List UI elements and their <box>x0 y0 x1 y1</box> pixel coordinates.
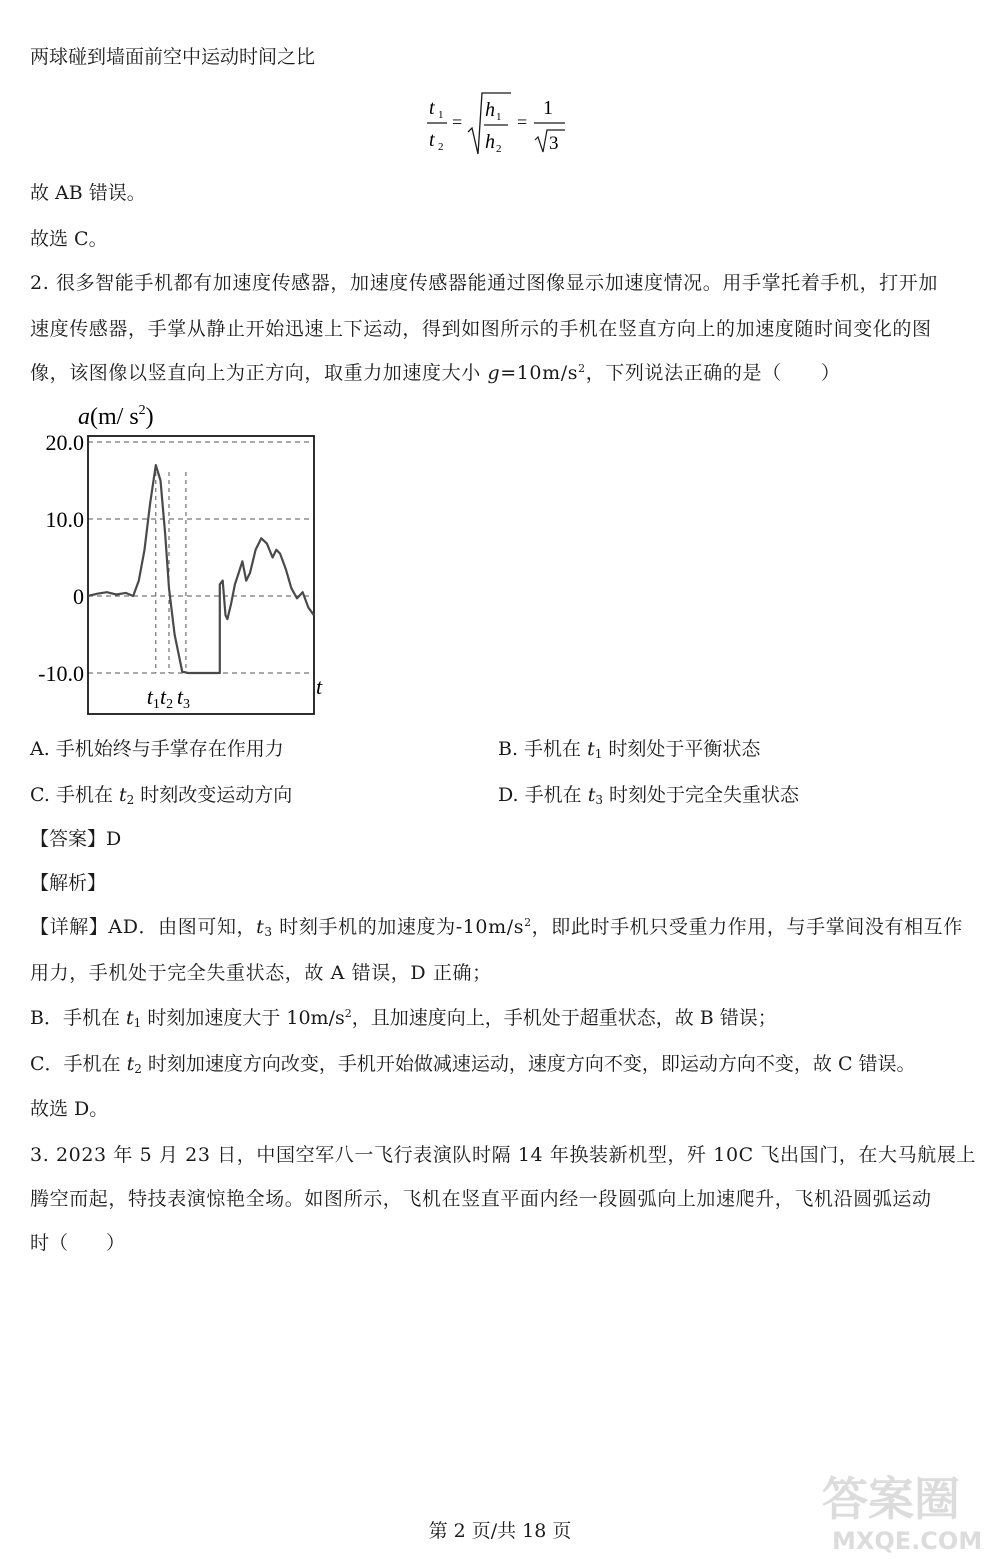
q3-stem-line2: 腾空而起，特技表演惊艳全场。如图所示，飞机在竖直平面内经一段圆弧向上加速爬升，飞机沿圆弧运动 <box>30 1188 932 1210</box>
acceleration-chart <box>20 398 340 716</box>
detail-line5: 故选 D。 <box>30 1098 109 1120</box>
q3-stem-line1: 3. 2023 年 5 月 23 日，中国空军八一飞行表演队时隔 14 年换装新机型，歼 10C 飞出国门，在大马航展上 <box>30 1144 977 1166</box>
option-a: A. 手机始终与手掌存在作用力 <box>30 738 284 760</box>
svg-text:MXQE.COM: MXQE.COM <box>832 1527 983 1555</box>
y-tick-label: -10.0 <box>38 661 84 686</box>
chart-grid <box>88 442 314 673</box>
formula-num: 1 <box>543 97 553 119</box>
option-d: D. 手机在 $t_3$ 时刻处于完全失重状态 <box>498 784 800 807</box>
time-marker-label: t2 <box>159 684 174 712</box>
prev-line-ab-wrong: 故 AB 错误。 <box>30 182 146 204</box>
q3-stem-line3: 时（ ） <box>30 1232 126 1254</box>
svg-text:1: 1 <box>496 111 502 123</box>
time-marker-label: t3 <box>176 684 191 712</box>
svg-text:1: 1 <box>438 109 444 121</box>
formula-h2: h <box>485 131 495 153</box>
formula-t1: t <box>429 97 435 119</box>
detail-line3: B．手机在 $t_1$ 时刻加速度大于 $10m/s^2$，且加速度向上，手机处于超重状态，故 B 错误； <box>30 1007 777 1030</box>
prev-line-ratio: 两球碰到墙面前空中运动时间之比 <box>30 46 316 68</box>
page-footer: 第 2 页/共 18 页 <box>428 1520 572 1542</box>
acceleration-series-line <box>88 465 314 673</box>
svg-text:2: 2 <box>438 141 444 153</box>
chart-xlabel: t <box>316 674 323 699</box>
y-tick-label: 20.0 <box>45 430 84 455</box>
time-marker-label: t1 <box>146 684 160 712</box>
svg-text:=: = <box>517 112 528 132</box>
formula-t2: t <box>429 129 435 151</box>
q2-stem-line2: 速度传感器，手掌从静止开始迅速上下运动，得到如图所示的手机在竖直方向上的加速度随时间变化的图 <box>30 318 932 340</box>
svg-text:2: 2 <box>496 143 502 155</box>
option-c: C. 手机在 $t_2$ 时刻改变运动方向 <box>30 784 293 807</box>
time-ratio-formula <box>425 88 585 158</box>
q2-stem-line3: 像，该图像以竖直向上为正方向，取重力加速度大小 $g=10m/s^2$，下列说法正确的是（ ） <box>30 362 841 384</box>
chart-yticks <box>38 430 84 686</box>
y-tick-label: 0 <box>73 584 84 609</box>
detail-line2: 用力，手机处于完全失重状态，故 A 错误，D 正确； <box>30 962 492 984</box>
analysis-label: 【解析】 <box>30 872 107 894</box>
q2-stem-line1: 2. 很多智能手机都有加速度传感器，加速度传感器能通过图像显示加速度情况。用手掌托着手机，打开加 <box>30 272 938 294</box>
y-tick-label: 10.0 <box>45 507 84 532</box>
svg-text:=: = <box>452 112 463 132</box>
detail-line4: C．手机在 $t_2$ 时刻加速度方向改变，手机开始做减速运动，速度方向不变，即运动方向不变，故 C 错误。 <box>30 1053 916 1076</box>
detail-line1: 【详解】AD．由图可知，$t_3$ 时刻手机的加速度为$-10m/s^2$，即此时手机只受重力作用，与手掌间没有相互作 <box>30 916 963 939</box>
formula-h1: h <box>485 99 495 121</box>
chart-ylabel: a(m/ $s^2$) <box>78 403 154 430</box>
option-b: B. 手机在 $t_1$ 时刻处于平衡状态 <box>498 738 761 761</box>
prev-line-choose-c: 故选 C。 <box>30 228 108 250</box>
answer-label: 【答案】D <box>30 828 122 850</box>
svg-text:答案圈: 答案圈 <box>822 1472 960 1526</box>
formula-den: 3 <box>549 133 559 154</box>
